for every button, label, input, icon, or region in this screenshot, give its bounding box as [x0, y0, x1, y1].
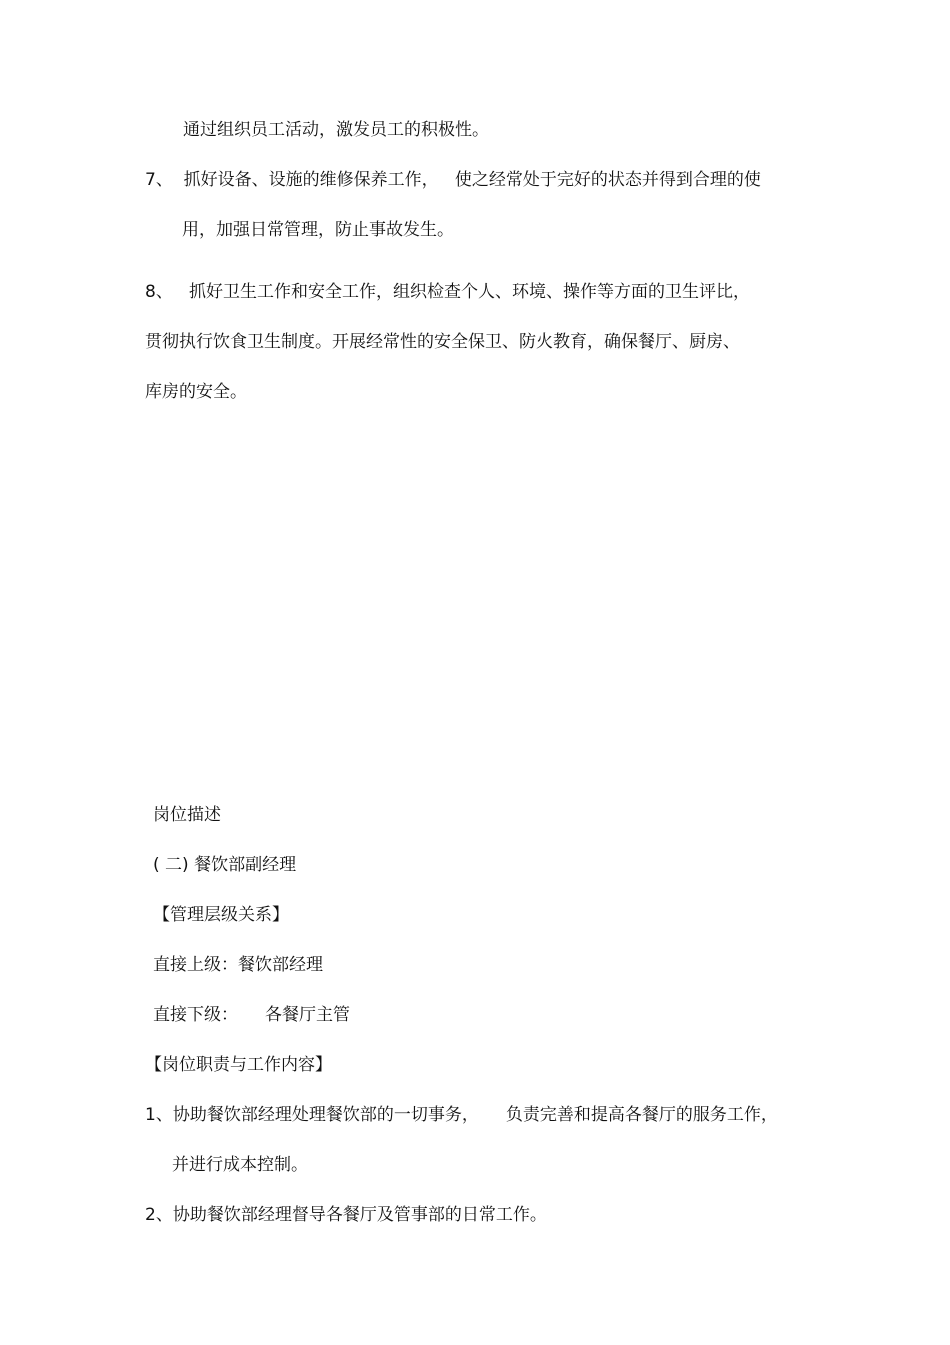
item-7-line-1: 7、 抓好设备、设施的维修保养工作， 使之经常处于完好的状态并得到合理的使	[145, 170, 761, 190]
direct-superior: 直接上级：餐饮部经理	[153, 955, 323, 975]
direct-subordinate: 直接下级： 各餐厅主管	[153, 1005, 351, 1025]
item-8-line-3: 库房的安全。	[145, 382, 247, 402]
duty-1-line-1: 1、协助餐饮部经理处理餐饮部的一切事务， 负责完善和提高各餐厅的服务工作，	[145, 1105, 778, 1125]
text-line-1: 通过组织员工活动，激发员工的积极性。	[183, 120, 489, 140]
item-7-line-2: 用，加强日常管理，防止事故发生。	[182, 220, 454, 240]
item-8-line-2: 贯彻执行饮食卫生制度。开展经常性的安全保卫、防火教育，确保餐厅、厨房、	[145, 332, 740, 352]
hierarchy-heading: 【管理层级关系】	[153, 905, 289, 925]
position-title: ( 二) 餐饮部副经理	[153, 855, 297, 875]
section-title: 岗位描述	[153, 805, 221, 825]
duty-1-line-2: 并进行成本控制。	[172, 1155, 308, 1175]
duty-2: 2、协助餐饮部经理督导各餐厅及管事部的日常工作。	[145, 1205, 547, 1225]
item-8-line-1: 8、 抓好卫生工作和安全工作，组织检查个人、环境、操作等方面的卫生评比，	[145, 282, 751, 302]
duties-heading: 【岗位职责与工作内容】	[145, 1055, 332, 1075]
